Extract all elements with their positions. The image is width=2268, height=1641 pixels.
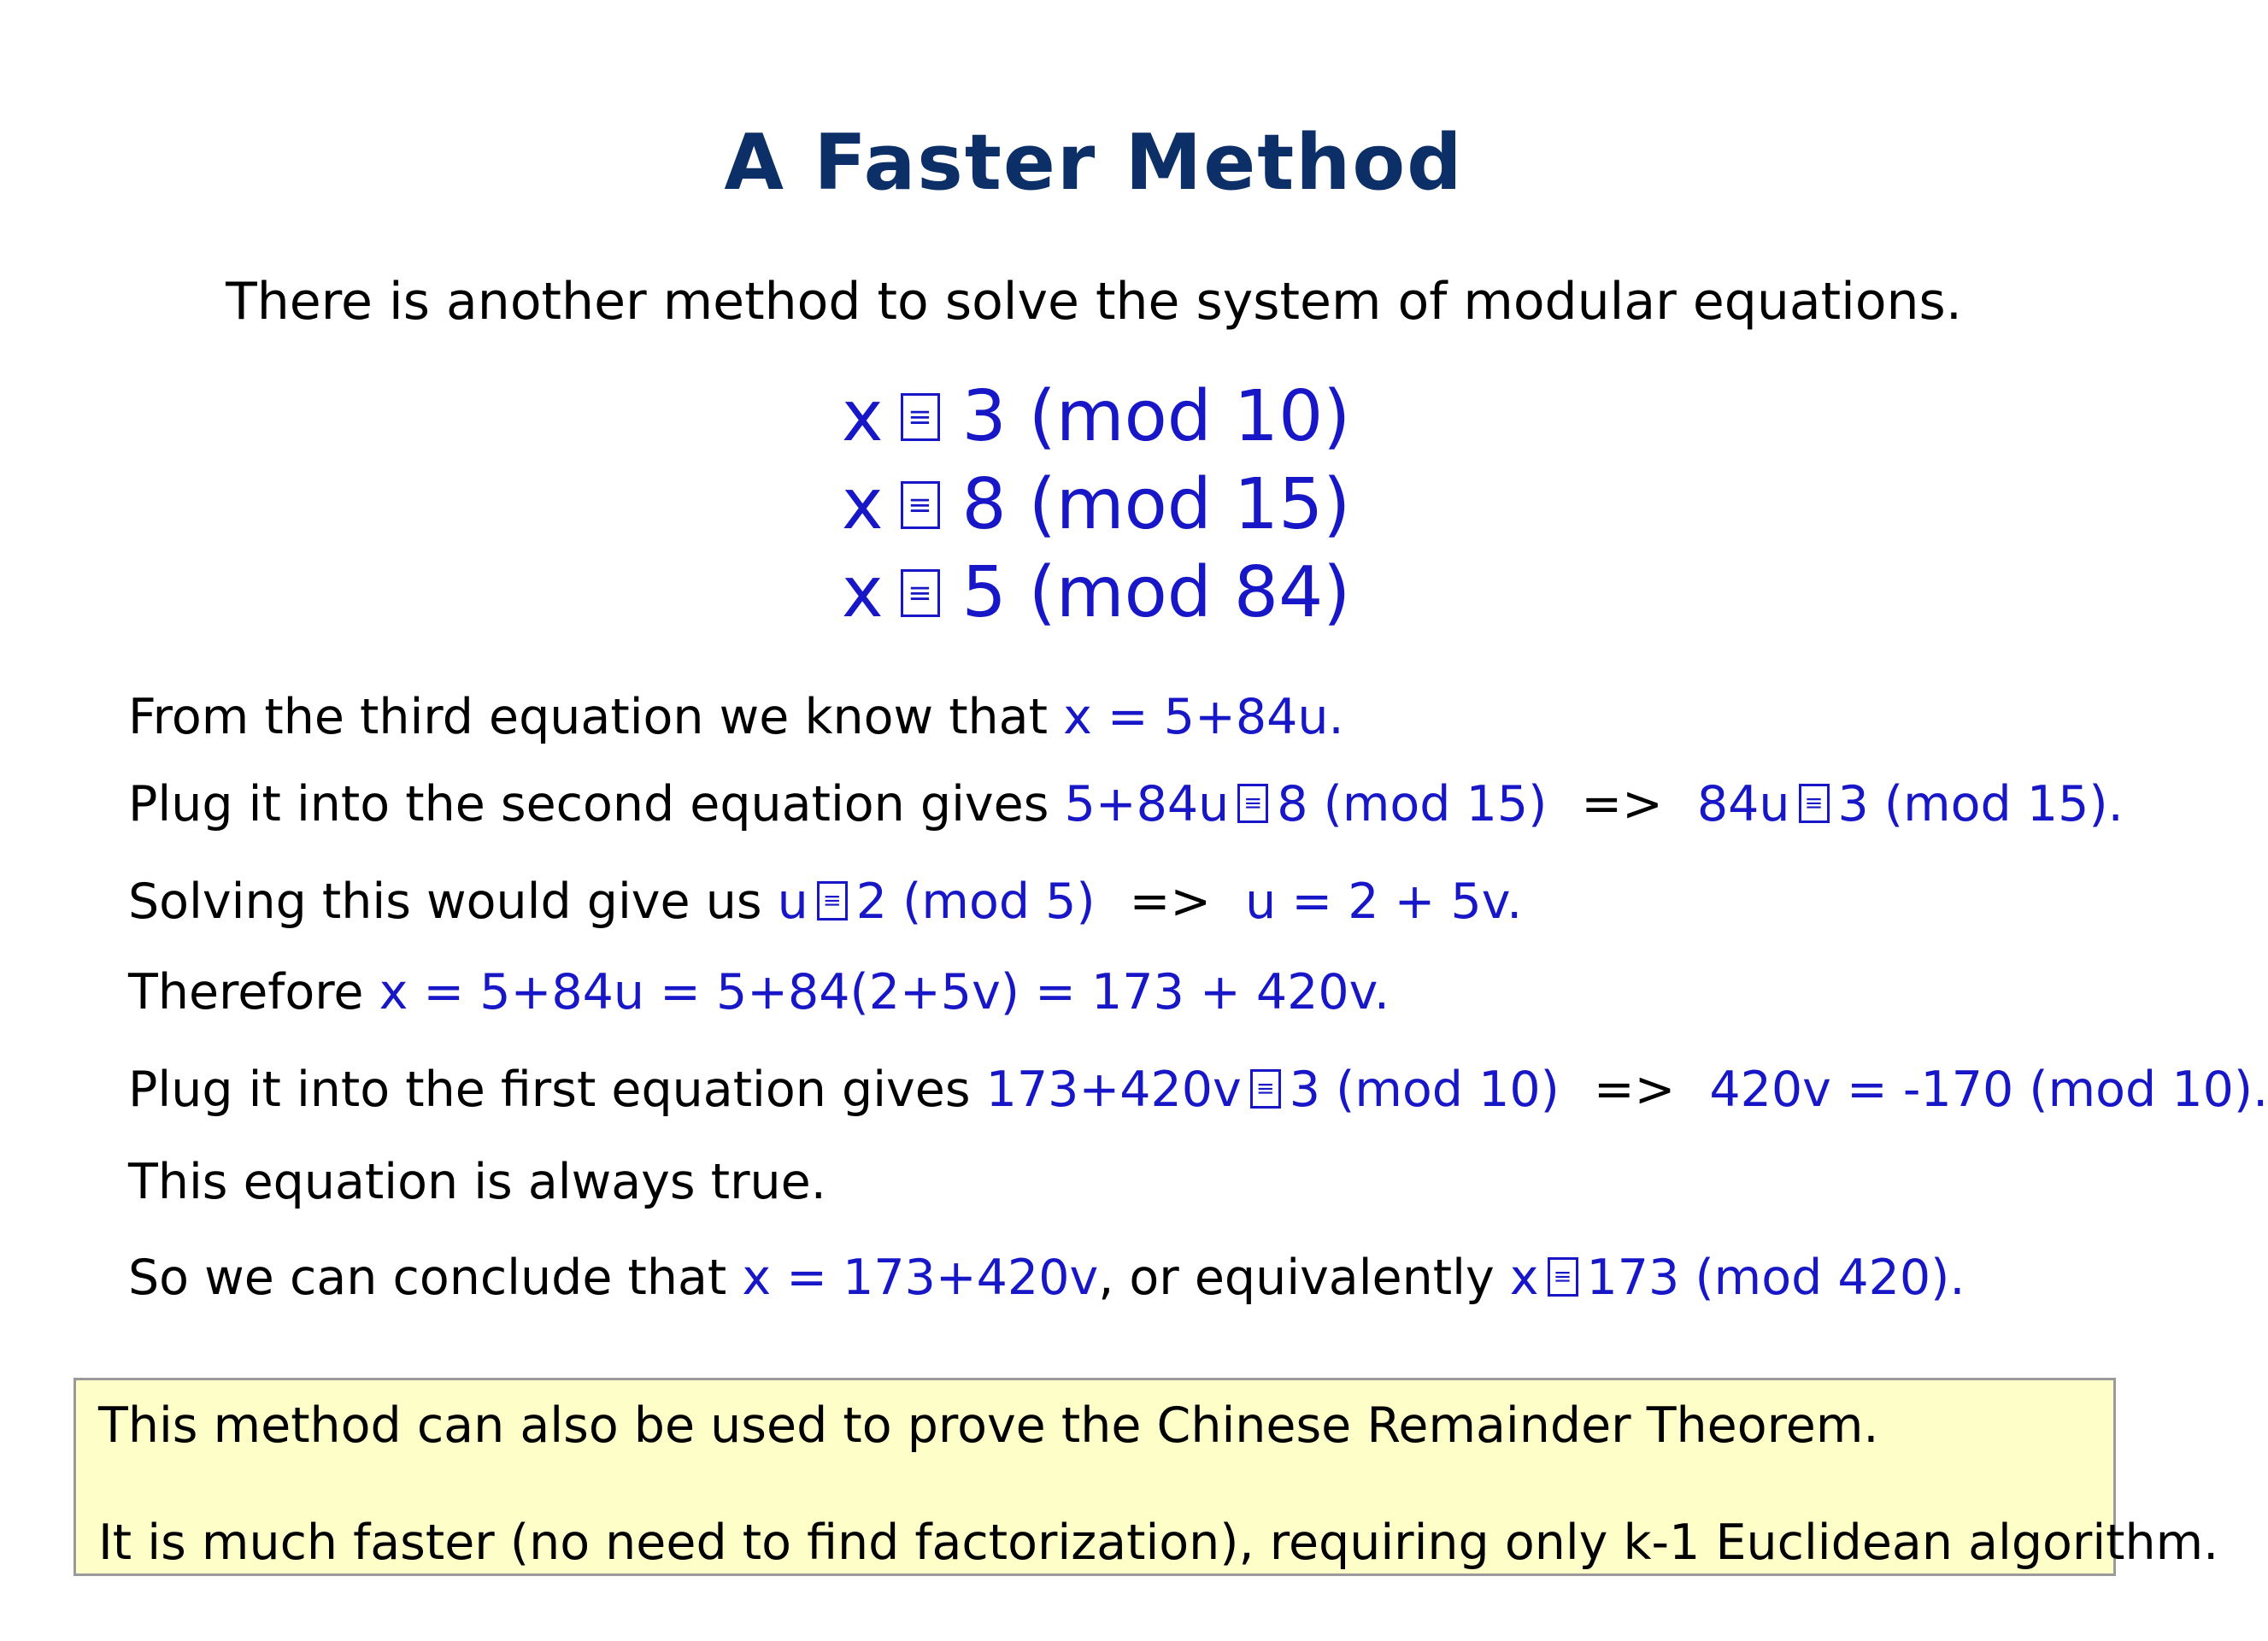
step-7-math-a: x = 173+420v <box>742 1250 1099 1306</box>
step-4-math: x = 5+84u = 5+84(2+5v) = 173 + 420v. <box>379 964 1390 1020</box>
step-5-math-a: 173+420v <box>985 1062 1242 1118</box>
step-1-math: x = 5+84u. <box>1063 689 1344 745</box>
step-4 <box>128 964 1390 1020</box>
step-6-text: This equation is always true. <box>128 1154 826 1210</box>
step-3-text: Solving this would give us <box>128 873 778 930</box>
step-5-math-c: 420v = -170 (mod 10). <box>1709 1062 2268 1118</box>
implies-arrow: => <box>1581 776 1663 832</box>
intro-text: There is another method to solve the system of modular equations. <box>226 272 1962 332</box>
step-2-math-b: 8 (mod 15) <box>1277 776 1548 832</box>
note-line-2: It is much faster (no need to find factorization), requiring only k-1 Euclidean algorithm. <box>98 1515 2219 1571</box>
congruence-symbol: ≡ <box>1799 784 1830 823</box>
step-2-math-d: 3 (mod 15). <box>1837 776 2124 832</box>
note-box <box>73 1378 2219 1576</box>
equation-3-lhs: x <box>842 552 884 633</box>
step-5-math-b: 3 (mod 10) <box>1289 1062 1560 1118</box>
equation-3 <box>842 549 1440 637</box>
step-4-text: Therefore <box>128 964 379 1020</box>
step-7-mid: , or equivalently <box>1098 1250 1510 1306</box>
implies-arrow: => <box>1593 1062 1676 1118</box>
step-3 <box>128 873 1522 930</box>
note-line-1: This method can also be used to prove the Chinese Remainder Theorem. <box>98 1397 1879 1454</box>
step-5-text: Plug it into the first equation gives <box>128 1062 986 1118</box>
congruence-symbol: ≡ <box>901 393 940 441</box>
equation-1-rhs: 3 (mod 10) <box>961 376 1351 457</box>
step-7-math-b: x <box>1509 1250 1539 1306</box>
congruence-symbol: ≡ <box>817 881 848 920</box>
step-7-text: So we can conclude that <box>128 1250 743 1306</box>
step-7-math-c: 173 (mod 420). <box>1586 1250 1965 1306</box>
step-2-math-c: 84u <box>1696 776 1790 832</box>
step-6 <box>128 1154 826 1210</box>
step-3-math-c: u = 2 + 5v. <box>1245 873 1523 930</box>
equation-1 <box>842 373 1440 461</box>
congruence-symbol: ≡ <box>1548 1257 1578 1297</box>
step-7 <box>128 1250 1965 1306</box>
equation-2 <box>842 461 1440 549</box>
step-2-text: Plug it into the second equation gives <box>128 776 1065 832</box>
congruence-symbol: ≡ <box>901 481 940 529</box>
congruence-symbol: ≡ <box>1250 1069 1281 1109</box>
equation-3-rhs: 5 (mod 84) <box>961 552 1351 633</box>
step-1 <box>128 689 1344 745</box>
step-1-text: From the third equation we know that <box>128 689 1064 745</box>
step-3-math-b: 2 (mod 5) <box>855 873 1096 930</box>
step-2 <box>128 776 2124 832</box>
step-3-math-a: u <box>777 873 808 930</box>
equation-1-lhs: x <box>842 376 884 457</box>
congruence-symbol: ≡ <box>901 569 940 617</box>
equation-2-lhs: x <box>842 464 884 545</box>
equation-system <box>842 373 1440 637</box>
implies-arrow: => <box>1129 873 1212 930</box>
step-2-math-a: 5+84u <box>1064 776 1230 832</box>
step-5 <box>128 1062 2268 1118</box>
slide-title: A Faster Method <box>724 118 1464 208</box>
congruence-symbol: ≡ <box>1237 784 1268 823</box>
equation-2-rhs: 8 (mod 15) <box>961 464 1351 545</box>
